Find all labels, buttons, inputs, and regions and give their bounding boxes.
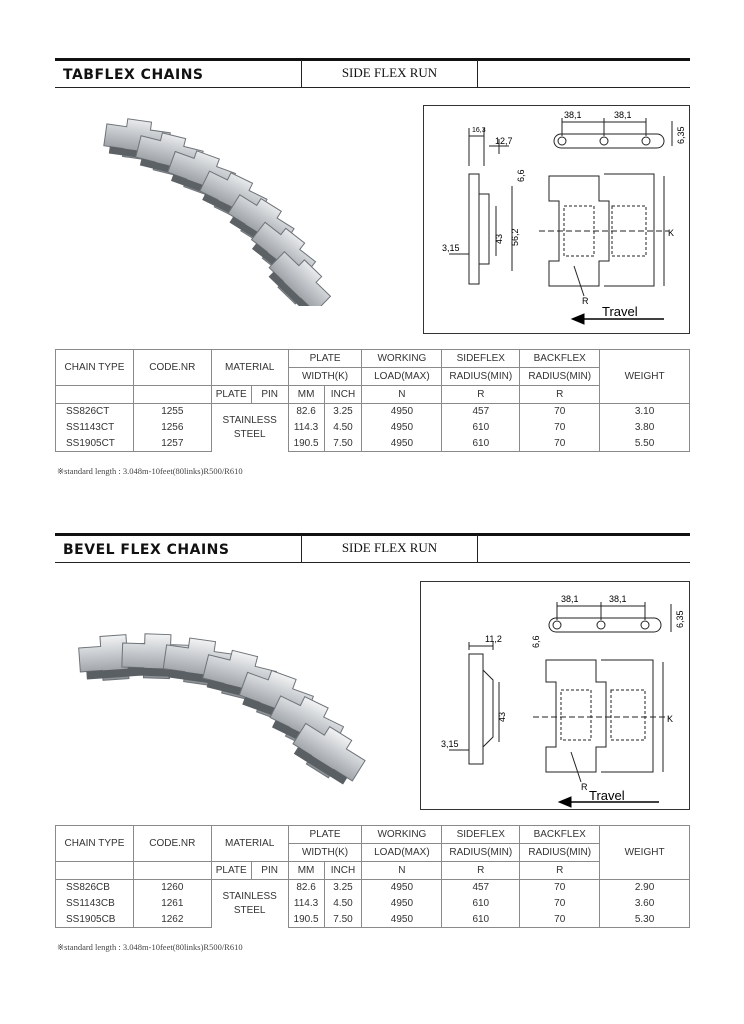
- hdr-load-1: WORKING: [362, 350, 442, 368]
- hdr-plate: PLATE: [211, 386, 251, 404]
- dim-pitch-a: 38,1: [561, 594, 579, 604]
- dim-pitch-b: 38,1: [609, 594, 627, 604]
- hdr-r1: R: [442, 386, 520, 404]
- hdr-back-2: RADIUS(MIN): [520, 844, 600, 862]
- table-row: SS826CT 1255 STAINLESS STEEL 82.6 3.25 4950 457 70 3.10: [56, 404, 690, 420]
- dim-h3: 3,15: [442, 243, 460, 253]
- hdr-side-2: RADIUS(MIN): [442, 844, 520, 862]
- spec-table: [55, 349, 690, 452]
- hdr-plate-width-1: PLATE: [288, 826, 362, 844]
- dim-pitch-a: 38,1: [564, 110, 582, 120]
- hdr-code: CODE.NR: [133, 826, 211, 862]
- dim-k: K: [668, 228, 675, 238]
- hdr-plate-width-2: WIDTH(K): [288, 844, 362, 862]
- hdr-plate-width-1: PLATE: [288, 350, 362, 368]
- tabflex-dimension-diagram: [423, 105, 690, 334]
- hdr-load-1: WORKING: [362, 826, 442, 844]
- dim-w1: 16,3: [472, 127, 486, 134]
- dim-r: R: [582, 296, 589, 306]
- hdr-chain-type: CHAIN TYPE: [56, 826, 134, 862]
- travel-label: Travel: [602, 304, 638, 319]
- dim-w2: 12,7: [495, 136, 513, 146]
- section-title: TABFLEX CHAINS: [63, 67, 204, 83]
- spec-table: [55, 825, 690, 928]
- hdr-weight: WEIGHT: [600, 350, 690, 404]
- hdr-back-1: BACKFLEX: [520, 826, 600, 844]
- hdr-pin: PIN: [251, 862, 288, 880]
- dim-r: R: [581, 782, 588, 792]
- dim-k: K: [667, 714, 674, 724]
- dim-h3: 3,15: [441, 739, 459, 749]
- dim-top: 6,35: [676, 126, 686, 144]
- hdr-mm: MM: [288, 862, 324, 880]
- dim-side-h: 6,6: [516, 169, 526, 182]
- bevel-flex-dimension-diagram: [420, 581, 690, 810]
- standard-length-note: ※standard length : 3.048m-10feet(80links)R500/R610: [57, 942, 243, 952]
- hdr-pin: PIN: [251, 386, 288, 404]
- dim-h1: 43: [497, 711, 507, 722]
- section-header: [55, 533, 690, 563]
- dim-h1: 43: [494, 233, 504, 244]
- tabflex-section: [55, 58, 690, 476]
- hdr-side-1: SIDEFLEX: [442, 350, 520, 368]
- hdr-n: N: [362, 862, 442, 880]
- hdr-r2: R: [520, 862, 600, 880]
- hdr-inch: INCH: [324, 862, 362, 880]
- material-cell: STAINLESS STEEL: [211, 880, 288, 928]
- hdr-load-2: LOAD(MAX): [362, 368, 442, 386]
- run-type-label: SIDE FLEX RUN: [301, 60, 478, 88]
- bevel-flex-section: [55, 533, 690, 952]
- standard-length-note: ※standard length : 3.048m-10feet(80links)R500/R610: [57, 466, 243, 476]
- hdr-weight: WEIGHT: [600, 826, 690, 880]
- run-type-label: SIDE FLEX RUN: [301, 535, 478, 563]
- dim-w1: 11,2: [485, 634, 502, 644]
- hdr-material: MATERIAL: [211, 826, 288, 862]
- dim-h2: 56,2: [510, 228, 520, 246]
- hdr-side-2: RADIUS(MIN): [442, 368, 520, 386]
- table-row: SS1905CB 1262 190.5 7.50 4950 610 70 5.30: [56, 912, 690, 928]
- table-row: SS1143CB 1261 114.3 4.50 4950 610 70 3.60: [56, 896, 690, 912]
- table-row: SS1143CT 1256 114.3 4.50 4950 610 70 3.80: [56, 420, 690, 436]
- dim-top: 6,35: [675, 610, 685, 628]
- dim-side-h: 6,6: [531, 635, 541, 648]
- bevel-flex-chain-photo: [73, 595, 393, 795]
- section-header: [55, 58, 690, 88]
- hdr-plate-width-2: WIDTH(K): [288, 368, 362, 386]
- hdr-n: N: [362, 386, 442, 404]
- hdr-r1: R: [442, 862, 520, 880]
- material-cell: STAINLESS STEEL: [211, 404, 288, 452]
- tabflex-chain-photo: [88, 106, 388, 306]
- hdr-back-1: BACKFLEX: [520, 350, 600, 368]
- hdr-material: MATERIAL: [211, 350, 288, 386]
- dim-pitch-b: 38,1: [614, 110, 632, 120]
- table-row: SS1905CT 1257 190.5 7.50 4950 610 70 5.50: [56, 436, 690, 452]
- hdr-back-2: RADIUS(MIN): [520, 368, 600, 386]
- hdr-chain-type: CHAIN TYPE: [56, 350, 134, 386]
- hdr-code: CODE.NR: [133, 350, 211, 386]
- hdr-plate: PLATE: [211, 862, 251, 880]
- hdr-side-1: SIDEFLEX: [442, 826, 520, 844]
- section-title: BEVEL FLEX CHAINS: [63, 542, 230, 558]
- hdr-mm: MM: [288, 386, 324, 404]
- hdr-inch: INCH: [324, 386, 362, 404]
- table-row: SS826CB 1260 STAINLESS STEEL 82.6 3.25 4950 457 70 2.90: [56, 880, 690, 896]
- travel-label: Travel: [589, 788, 625, 803]
- hdr-load-2: LOAD(MAX): [362, 844, 442, 862]
- hdr-r2: R: [520, 386, 600, 404]
